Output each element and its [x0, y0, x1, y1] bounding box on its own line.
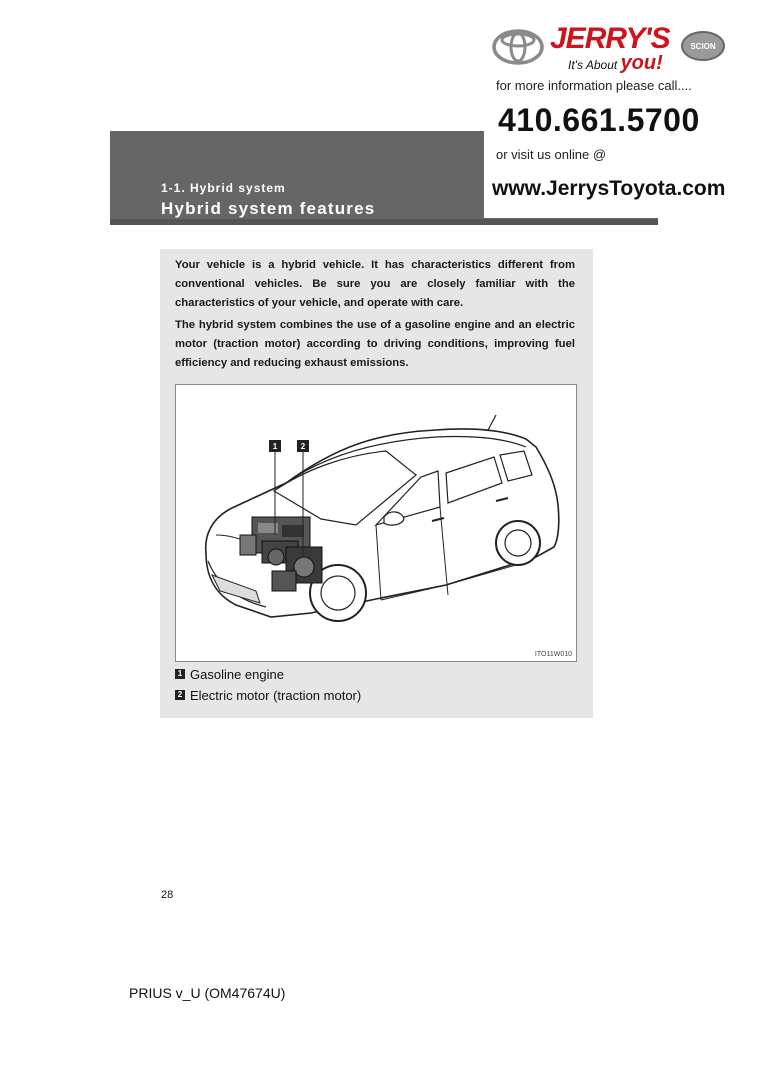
dealer-phone[interactable]: 410.661.5700: [498, 102, 700, 138]
vehicle-figure: [175, 384, 577, 662]
section-label: 1-1. Hybrid system: [161, 181, 286, 195]
dealer-ad[interactable]: [484, 22, 732, 218]
page-number: 28: [161, 889, 174, 901]
scion-logo-icon: [680, 30, 726, 62]
document-footer: PRIUS v_U (OM47674U): [129, 985, 286, 1001]
ad-info-line: for more information please call....: [496, 78, 692, 93]
car-illustration: [176, 385, 576, 661]
callout-1-label: 1: [272, 442, 278, 451]
hybrid-description-paragraph: The hybrid system combines the use of a gasoline engine and an electric motor (traction motor) according to driving conditions, improving fuel efficiency and reducing exhaust emissions.: [175, 319, 575, 369]
figure-code: ITO11W010: [534, 651, 572, 658]
legend-number-badge: 1: [175, 669, 185, 679]
legend-label: Electric motor (traction motor): [190, 687, 362, 703]
tagline-highlight: you!: [620, 52, 663, 74]
legend-item: [175, 665, 284, 683]
toyota-logo-icon: [492, 28, 544, 66]
legend-item: [175, 686, 361, 704]
tagline-prefix: It's About: [568, 58, 618, 72]
legend-label: Gasoline engine: [190, 666, 284, 682]
dealer-website-link[interactable]: www.JerrysToyota.com: [492, 177, 726, 200]
ad-visit-line: or visit us online @: [496, 147, 607, 162]
header-rule: [110, 219, 658, 225]
scion-logo-text: SCION: [690, 42, 716, 51]
legend-number-badge: 2: [175, 690, 185, 700]
dealer-brand: JERRY'S: [550, 22, 670, 55]
dealer-tagline: [568, 52, 663, 75]
callout-2-label: 2: [300, 442, 306, 451]
intro-paragraph: Your vehicle is a hybrid vehicle. It has characteristics different from conventional vehicles. Be sure you are closely familiar with the characteristics of your vehicle, and operate with care.: [175, 259, 575, 309]
page-title: Hybrid system features: [161, 199, 376, 218]
